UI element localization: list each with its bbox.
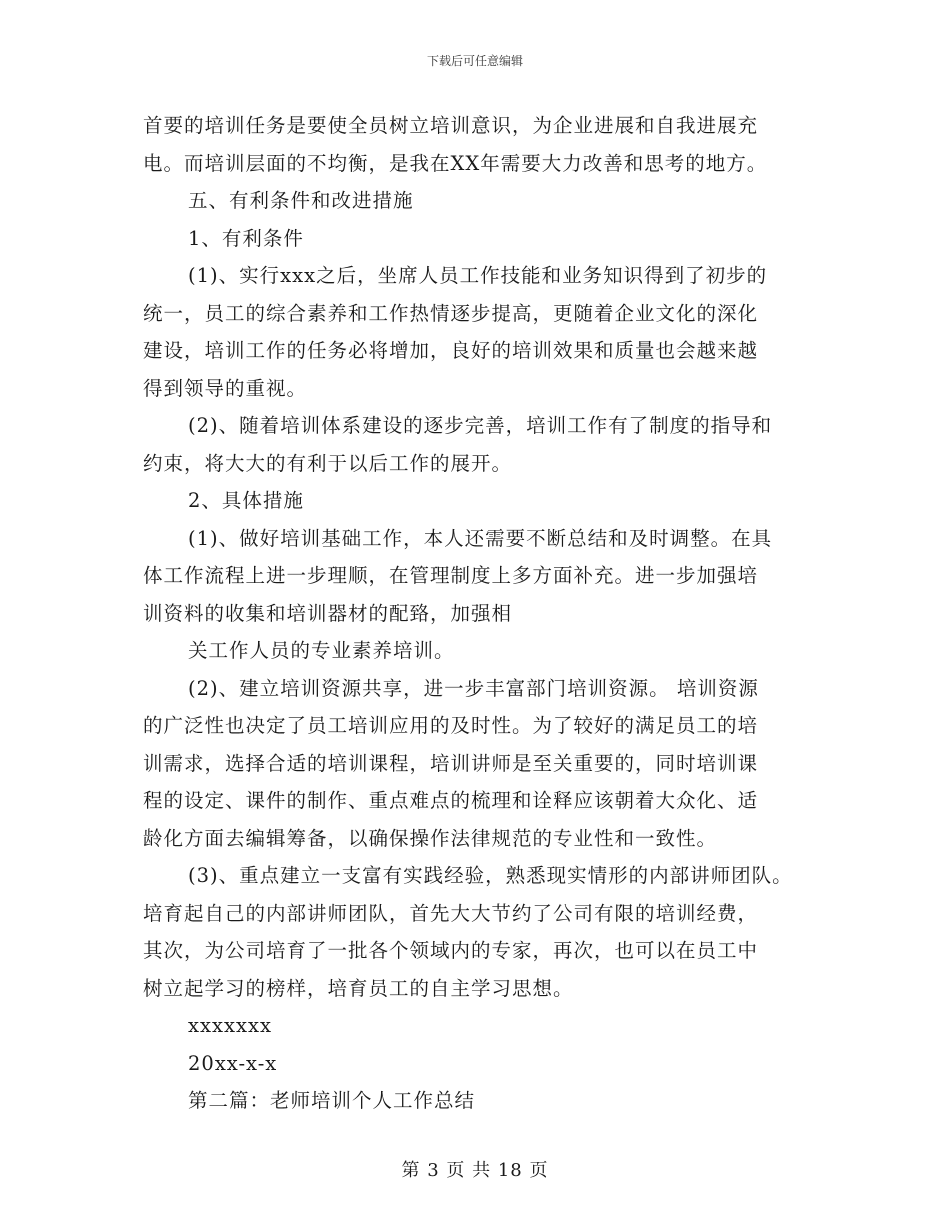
signature-date: 20xx-x-x <box>188 1052 278 1075</box>
body-line: 培育起自己的内部讲师团队，首先大大节约了公司有限的培训经费， <box>143 902 759 925</box>
body-line: 训需求，选择合适的培训课程，培训讲师是至关重要的，同时培训课 <box>143 752 759 775</box>
body-line: 统一，员工的综合素养和工作热情逐步提高，更随着企业文化的深化 <box>143 302 759 325</box>
body-line: 其次，为公司培育了一批各个领域内的专家，再次，也可以在员工中 <box>143 939 759 962</box>
body-line: 的广泛性也决定了员工培训应用的及时性。为了较好的满足员工的培 <box>143 714 759 737</box>
body-line: 关工作人员的专业素养培训。 <box>188 639 455 662</box>
body-line: 训资料的收集和培训器材的配臵，加强相 <box>143 602 513 625</box>
page-number: 第 3 页 共 18 页 <box>401 1160 549 1181</box>
body-line: (1)、实行xxx之后，坐席人员工作技能和业务知识得到了初步的 <box>188 264 768 287</box>
body-line: 约束，将大大的有利于以后工作的展开。 <box>143 452 513 475</box>
body-line: 体工作流程上进一步理顺，在管理制度上多方面补充。进一步加强培 <box>143 564 759 587</box>
section-heading: 五、有利条件和改进措施 <box>188 189 414 212</box>
body-line: 树立起学习的榜样，培育员工的自主学习思想。 <box>143 977 574 1000</box>
body-line: (2)、建立培训资源共享，进一步丰富部门培训资源。 培训资源 <box>188 677 759 700</box>
body-line: (2)、随着培训体系建设的逐步完善，培训工作有了制度的指导和 <box>188 414 773 437</box>
body-line: (3)、重点建立一支富有实践经验，熟悉现实情形的内部讲师团队。 <box>188 864 793 887</box>
body-line: 龄化方面去编辑筹备，以确保操作法律规范的专业性和一致性。 <box>143 827 718 850</box>
page-header-note: 下载后可任意编辑 <box>426 54 523 68</box>
body-line: 电。而培训层面的不均衡，是我在XX年需要大力改善和思考的地方。 <box>143 152 768 175</box>
next-chapter-title: 第二篇：老师培训个人工作总结 <box>188 1089 476 1112</box>
body-line: (1)、做好培训基础工作，本人还需要不断总结和及时调整。在具 <box>188 527 773 550</box>
body-line: 程的设定、课件的制作、重点难点的梳理和诠释应该朝着大众化、适 <box>143 789 759 812</box>
subsection-heading: 1、有利条件 <box>188 227 304 250</box>
signature-name: xxxxxxx <box>188 1014 272 1037</box>
body-line: 得到领导的重视。 <box>143 377 308 400</box>
subsection-heading: 2、具体措施 <box>188 489 304 512</box>
body-line: 首要的培训任务是要使全员树立培训意识，为企业进展和自我进展充 <box>143 114 759 137</box>
body-line: 建设，培训工作的任务必将增加，良好的培训效果和质量也会越来越 <box>143 339 759 362</box>
